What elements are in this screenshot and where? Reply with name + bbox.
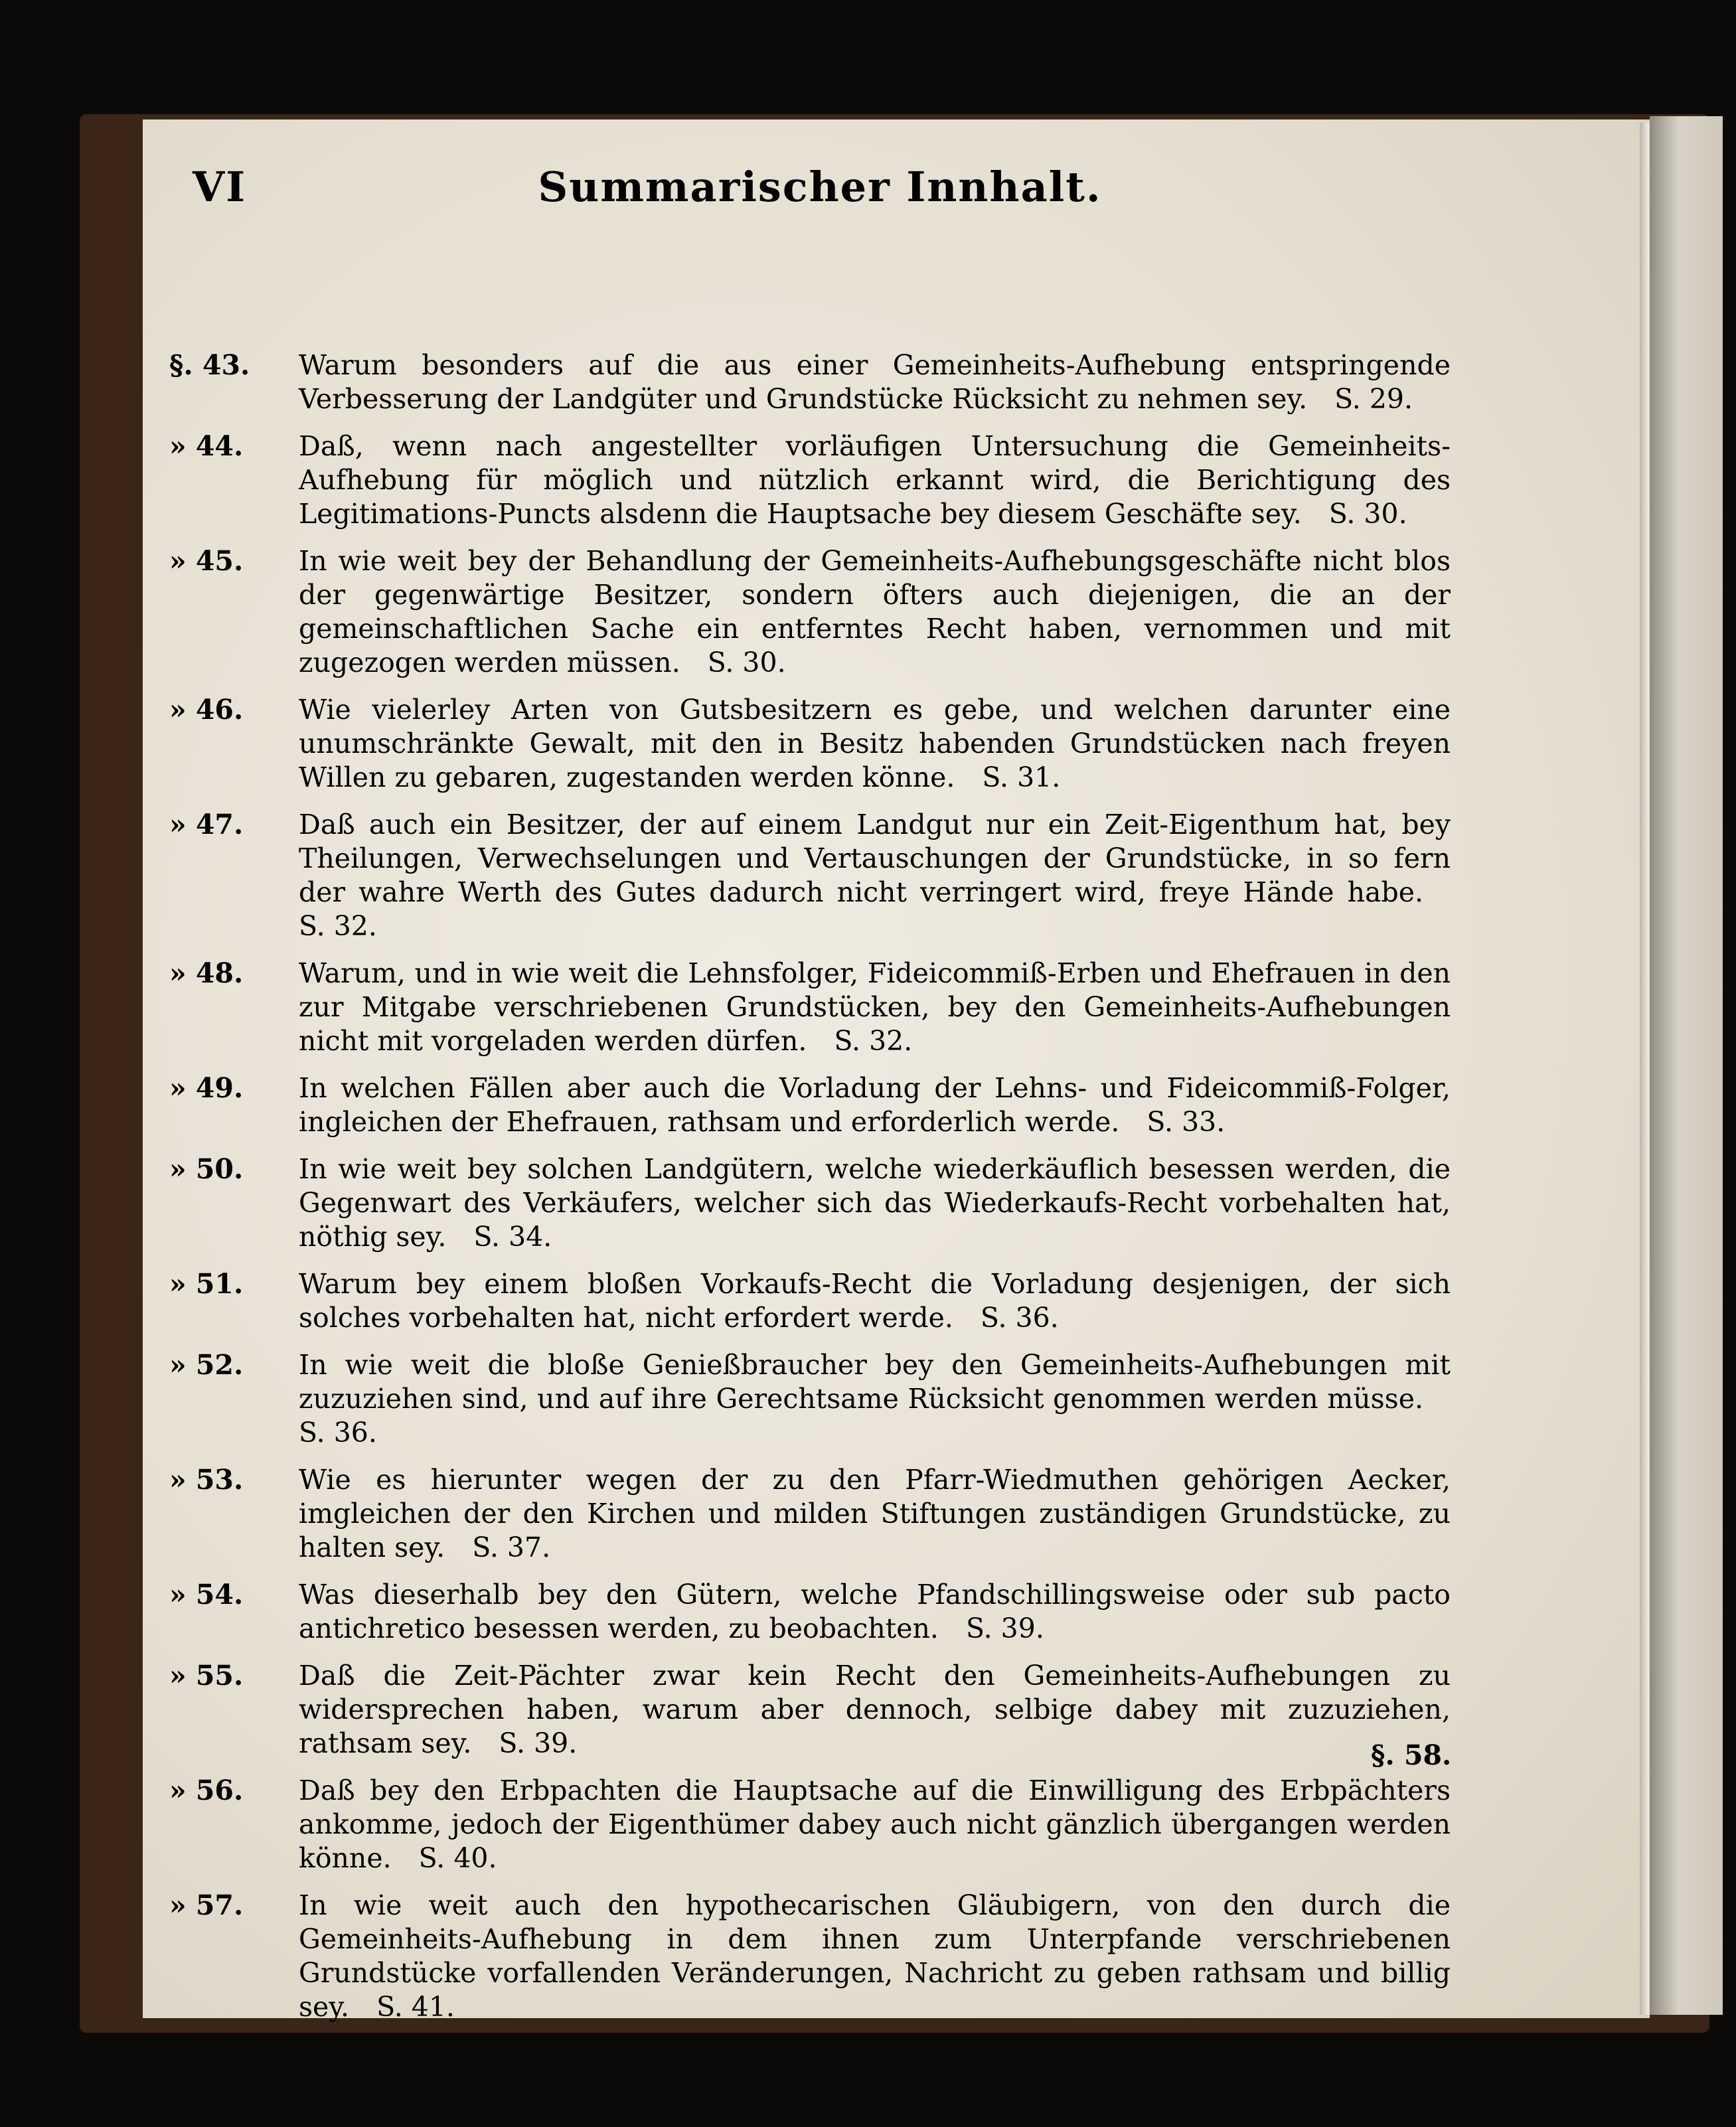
entry-text: Wie vielerley Arten von Gutsbesitzern es gebe, und welchen darunter eine unumschränkte Gewalt, mit den in Besitz habenden Grundstücken nach freyen Willen zu gebaren, zugestanden werden könne. (299, 694, 1451, 793)
entry-text: Warum besonders auf die aus einer Gemeinheits-Aufhebung entspringende Verbesserung der Landgüter und Grundstücke Rücksicht zu nehmen sey. (299, 349, 1451, 415)
contents-entry (169, 1267, 1451, 1335)
facing-page-edge (1650, 116, 1723, 2015)
section-number: » 45. (169, 545, 244, 577)
page-reference: S. 40. (418, 1842, 497, 1874)
contents-entry (169, 1774, 1451, 1875)
entry-text-block (299, 1889, 1451, 2024)
page-reference: S. 29. (1334, 383, 1413, 415)
page-reference: S. 39. (965, 1613, 1044, 1644)
page-reference: S. 33. (1146, 1106, 1225, 1138)
section-number: » 44. (169, 430, 244, 462)
entry-text-block (299, 1578, 1451, 1646)
page-reference: S. 30. (707, 647, 786, 678)
entry-text-block (299, 1071, 1451, 1139)
section-number: » 57. (169, 1889, 244, 1921)
contents-entry (169, 349, 1451, 416)
page-reference: S. 30. (1328, 498, 1407, 530)
entry-text-block (299, 1463, 1451, 1565)
entry-text-block (299, 349, 1451, 416)
page-reference: S. 32. (299, 910, 377, 942)
entry-text: Daß, wenn nach angestellter vorläufigen Untersuchung die Gemeinheits-Aufhebung für möglich und nützlich erkannt wird, die Berichtigung des Legitimations-Puncts alsdenn die Hauptsache bey diesem Geschäfte sey. (299, 430, 1451, 530)
contents-entry (169, 1889, 1451, 2024)
entry-text: In wie weit bey der Behandlung der Gemeinheits-Aufhebungsgeschäfte nicht blos der gegenwärtige Besitzer, sondern öfters auch diejenigen, die an der gemeinschaftlichen Sache ein entferntes Recht haben, vernommen und mit zugezogen werden müssen. (299, 545, 1451, 678)
section-number: » 53. (169, 1464, 244, 1496)
page-header (193, 163, 1447, 242)
entry-text: Wie es hierunter wegen der zu den Pfarr-Wiedmuthen gehörigen Aecker, imgleichen der den Kirchen und milden Stiftungen zuständigen Grundstücke, zu halten sey. (299, 1464, 1451, 1563)
entry-text: Daß auch ein Besitzer, der auf einem Landgut nur ein Zeit-Eigenthum hat, bey Theilungen, Verwechselungen und Vertauschungen der Grundstücke, in so fern der wahre Werth des Gutes dadurch nicht verringert wird, freye Hände habe. (299, 809, 1451, 908)
page-reference: S. 36. (299, 1417, 377, 1449)
contents-entry (169, 808, 1451, 943)
page-gutter (1640, 123, 1649, 2015)
contents-list (169, 349, 1451, 2037)
contents-entry (169, 693, 1451, 795)
section-number: » 52. (169, 1349, 244, 1381)
entry-text: Daß bey den Erbpachten die Hauptsache auf die Einwilligung des Erbpächters ankomme, jedoch der Eigenthümer dabey auch nicht gänzlich übergangen werden könne. (299, 1774, 1451, 1874)
entry-text: Warum bey einem bloßen Vorkaufs-Recht die Vorladung desjenigen, der sich solches vorbehalten hat, nicht erfordert werde. (299, 1268, 1451, 1334)
contents-entry (169, 430, 1451, 531)
entry-text: Warum, und in wie weit die Lehnsfolger, Fideicommiß-Erben und Ehefrauen in den zur Mitgabe verschriebenen Grundstücken, bey den Gemeinheits-Aufhebungen nicht mit vorgeladen werden dürfen. (299, 957, 1451, 1057)
entry-text-block (299, 1348, 1451, 1450)
page-reference: S. 37. (472, 1532, 551, 1563)
entry-text: In wie weit die bloße Genießbraucher bey den Gemeinheits-Aufhebungen mit zuzuziehen sind, und auf ihre Gerechtsame Rücksicht genommen werden müsse. (299, 1349, 1451, 1415)
entry-text: In wie weit auch den hypothecarischen Gläubigern, von den durch die Gemeinheits-Aufhebung in dem ihnen zum Unterpfande verschriebenen Grundstücke vorfallenden Veränderungen, Nachricht zu geben rathsam und billig sey. (299, 1889, 1451, 2023)
section-number: » 51. (169, 1268, 244, 1300)
entry-text-block (299, 1659, 1451, 1761)
contents-entry (169, 544, 1451, 680)
page-reference: S. 36. (980, 1302, 1059, 1334)
entry-text-block (299, 544, 1451, 680)
section-number: » 50. (169, 1153, 244, 1185)
contents-entry (169, 1578, 1451, 1646)
contents-entry (169, 1071, 1451, 1139)
entry-text-block (299, 693, 1451, 795)
entry-text: In welchen Fällen aber auch die Vorladung der Lehns- und Fideicommiß-Folger, ingleichen der Ehefrauen, rathsam und erforderlich werde. (299, 1072, 1451, 1138)
section-number: » 48. (169, 957, 244, 989)
section-number: » 46. (169, 694, 244, 726)
page-reference: S. 39. (499, 1727, 578, 1759)
entry-text: Was dieserhalb bey den Gütern, welche Pfandschillingsweise oder sub pacto antichretico besessen werden, zu beobachten. (299, 1579, 1451, 1644)
entry-text-block (299, 808, 1451, 943)
section-number: » 55. (169, 1660, 244, 1692)
page-reference: S. 31. (982, 761, 1061, 793)
page-reference: S. 34. (473, 1221, 552, 1253)
entry-text-block (299, 1267, 1451, 1335)
entry-text: Daß die Zeit-Pächter zwar kein Recht den Gemeinheits-Aufhebungen zu widersprechen haben, warum aber dennoch, selbige dabey mit zuzuziehen, rathsam sey. (299, 1660, 1451, 1759)
page-reference: S. 41. (376, 1991, 455, 2023)
page-reference: S. 32. (834, 1025, 913, 1057)
contents-entry (169, 957, 1451, 1058)
contents-entry (169, 1463, 1451, 1565)
catchword: §. 58. (1371, 1739, 1452, 1771)
contents-entry (169, 1659, 1451, 1761)
page-number: VI (193, 163, 247, 211)
page-title: Summarischer Innhalt. (538, 163, 1102, 211)
entry-text: In wie weit bey solchen Landgütern, welche wiederkäuflich besessen werden, die Gegenwart des Verkäufers, welcher sich das Wiederkaufs-Recht vorbehalten hat, nöthig sey. (299, 1153, 1451, 1253)
section-number: » 56. (169, 1774, 244, 1806)
section-number: » 49. (169, 1072, 244, 1104)
entry-text-block (299, 1774, 1451, 1875)
section-number: §. 43. (169, 349, 250, 381)
section-number: » 54. (169, 1579, 244, 1611)
entry-text-block (299, 1152, 1451, 1254)
contents-entry (169, 1348, 1451, 1450)
entry-text-block (299, 957, 1451, 1058)
entry-text-block (299, 430, 1451, 531)
section-number: » 47. (169, 809, 244, 840)
contents-entry (169, 1152, 1451, 1254)
